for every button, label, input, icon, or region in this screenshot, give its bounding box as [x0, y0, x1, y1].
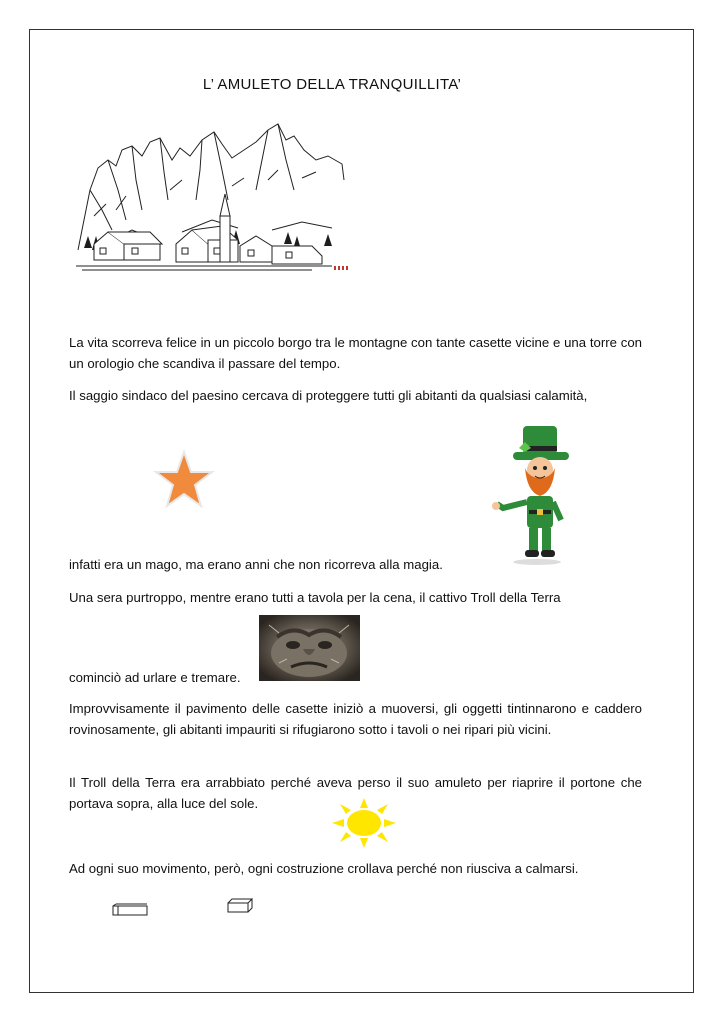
paragraph-6: Improvvisamente il pavimento delle casette iniziò a muoversi, gli oggetti tintinnarono e caddero rovinosamente, gli abitanti impauriti si rifugiarono sotto i tavoli o nei ripari più vicini.: [69, 701, 642, 737]
paragraph-7: Il Troll della Terra era arrabbiato perché aveva perso il suo amuleto per riaprire il portone che portava sopra, alla luce del sole.: [69, 775, 642, 811]
paragraph-4: Una sera purtroppo, mentre erano tutti a tavola per la cena, il cattivo Troll della Terra: [69, 590, 561, 605]
sun-illustration: [332, 798, 396, 848]
paragraph-1: La vita scorreva felice in un piccolo borgo tra le montagne con tante casette vicine e una torre con un orologio che scandiva il passare del tempo.: [69, 335, 642, 371]
leprechaun-illustration: [489, 424, 581, 566]
star-illustration: [153, 450, 215, 510]
small-box-shape: [227, 898, 253, 914]
paragraph-8: Ad ogni suo movimento, però, ogni costruzione crollava perché non riusciva a calmarsi.: [69, 861, 579, 876]
title-text: L’ AMULETO DELLA TRANQUILLITA’: [202, 76, 462, 93]
paragraph-5: cominciò ad urlare e tremare.: [69, 670, 241, 685]
flat-box-shape: [112, 903, 148, 917]
mountain-village-illustration: [72, 120, 357, 280]
page-title: [0, 76, 724, 93]
paragraph-2: Il saggio sindaco del paesino cercava di proteggere tutti gli abitanti da qualsiasi calamità,: [69, 388, 588, 403]
paragraph-3: infatti era un mago, ma erano anni che non ricorreva alla magia.: [69, 557, 443, 572]
